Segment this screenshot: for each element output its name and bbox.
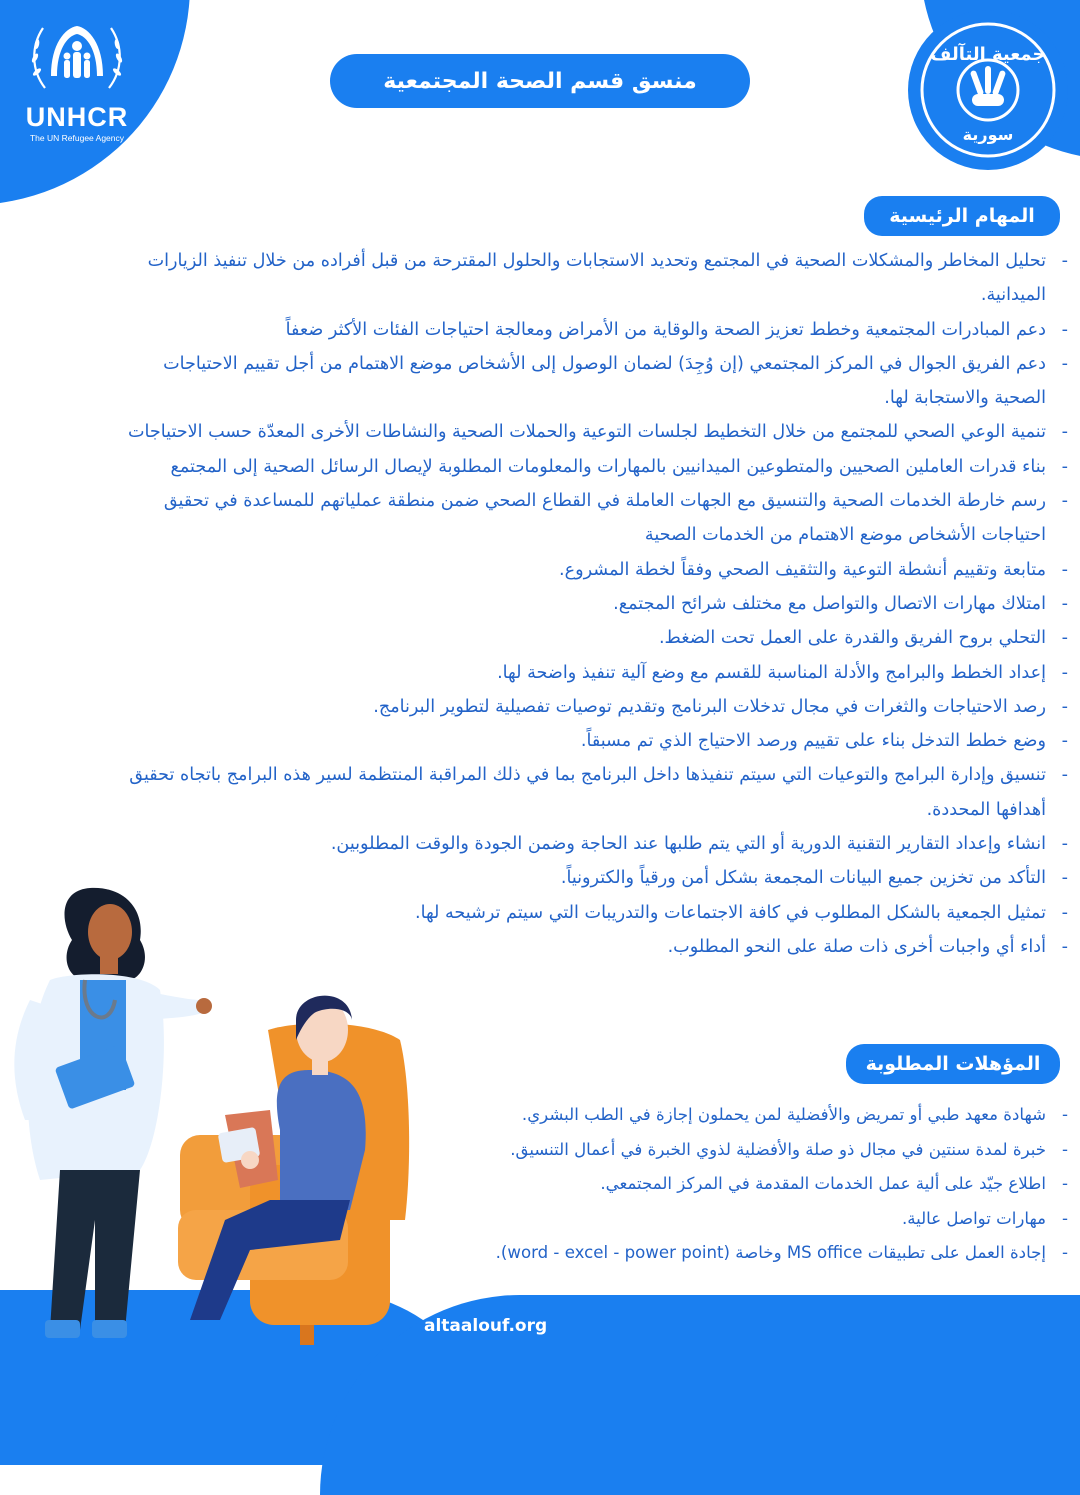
unhcr-logo-title: UNHCR [25, 102, 129, 132]
association-logo-top-text: جمعية التآلف [930, 44, 1046, 65]
list-item: - رصد الاحتياجات والثغرات في مجال تدخلات البرنامج وتقديم توصيات تفصيلية لتطوير البرنامج. [110, 690, 1070, 724]
list-item: - أداء أي واجبات أخرى ذات صلة على النحو المطلوب. [110, 930, 1070, 964]
qualifications-heading: المؤهلات المطلوبة [846, 1044, 1060, 1084]
list-item: - التحلي بروح الفريق والقدرة على العمل تحت الضغط. [110, 621, 1070, 655]
page-title: منسق قسم الصحة المجتمعية [330, 54, 750, 108]
list-item: - إعداد الخطط والبرامج والأدلة المناسبة للقسم مع وضع آلية تنفيذ واضحة لها. [110, 656, 1070, 690]
list-item: - دعم المبادرات المجتمعية وخطط تعزيز الصحة والوقاية من الأمراض ومعالجة احتياجات الفئات الأكثر ضعفاً [110, 313, 1070, 347]
list-item: - متابعة وتقييم أنشطة التوعية والتثقيف الصحي وفقاً لخطة المشروع. [110, 553, 1070, 587]
list-item: - تحليل المخاطر والمشكلات الصحية في المجتمع وتحديد الاستجابات والحلول المقترحة من قبل أفراده من خلال تنفيذ الزيارات الميدانية. [110, 244, 1070, 313]
unhcr-emblem-icon [27, 18, 127, 96]
list-item: - تمثيل الجمعية بالشكل المطلوب في كافة الاجتماعات والتدريبات التي سيتم ترشيحه لها. [110, 896, 1070, 930]
list-item: - رسم خارطة الخدمات الصحية والتنسيق مع الجهات العاملة في القطاع الصحي ضمن منطقة عملياتهم للمساعدة في تحقيق احتياجات الأشخاص موضع الاهتمام من الخدمات الصحية [110, 484, 1070, 553]
unhcr-logo-subtitle: The UN Refugee Agency [29, 133, 125, 143]
footer-website[interactable]: altaalouf.org [424, 1316, 548, 1336]
list-item: - التأكد من تخزين جميع البيانات المجمعة بشكل أمن ورقياً والكترونياً. [110, 861, 1070, 895]
list-item: - تنمية الوعي الصحي للمجتمع من خلال التخطيط لجلسات التوعية والحملات الصحية والنشاطات الأخرى المعدّة حسب الاحتياجات [110, 415, 1070, 449]
association-logo [908, 10, 1068, 170]
tasks-list [110, 244, 1070, 964]
list-item: - بناء قدرات العاملين الصحيين والمتطوعين الميدانيين بالمهارات والمعلومات المطلوبة لإيصال الرسائل الصحية إلى المجتمع [110, 450, 1070, 484]
list-item: - مهارات تواصل عالية. [410, 1202, 1070, 1237]
list-item: - دعم الفريق الجوال في المركز المجتمعي (إن وُجِدَ) لضمان الوصول إلى الأشخاص موضع الاهتمام من أجل تقييم الاحتياجات الصحية والاستجابة لها. [110, 347, 1070, 416]
unhcr-logo [22, 18, 132, 143]
list-item: - إجادة العمل على تطبيقات MS office وخاصة (word - excel - power point). [410, 1236, 1070, 1271]
association-logo-bottom-text: سورية [962, 125, 1014, 144]
qualifications-list [410, 1098, 1070, 1271]
tasks-heading: المهام الرئيسية [864, 196, 1060, 236]
list-item: - وضع خطط التدخل بناء على تقييم ورصد الاحتياج الذي تم مسبقاً. [110, 724, 1070, 758]
list-item: - شهادة معهد طبي أو تمريض والأفضلية لمن يحملون إجازة في الطب البشري. [410, 1098, 1070, 1133]
list-item: - انشاء وإعداد التقارير التقنية الدورية أو التي يتم طلبها عند الحاجة وضمن الجودة والوقت المطلوبين. [110, 827, 1070, 861]
doctor-patient-illustration [0, 880, 430, 1345]
list-item: - خبرة لمدة سنتين في مجال ذو صلة والأفضلية لذوي الخبرة في أعمال التنسيق. [410, 1133, 1070, 1168]
list-item: - اطلاع جيّد على ألية عمل الخدمات المقدمة في المركز المجتمعي. [410, 1167, 1070, 1202]
association-emblem-icon [908, 10, 1068, 170]
list-item: - امتلاك مهارات الاتصال والتواصل مع مختلف شرائح المجتمع. [110, 587, 1070, 621]
list-item: - تنسيق وإدارة البرامج والتوعيات التي سيتم تنفيذها داخل البرنامج بما في ذلك المراقبة المنتظمة لسير هذه البرامج باتجاه تحقيق أهدافها المحددة. [110, 758, 1070, 827]
